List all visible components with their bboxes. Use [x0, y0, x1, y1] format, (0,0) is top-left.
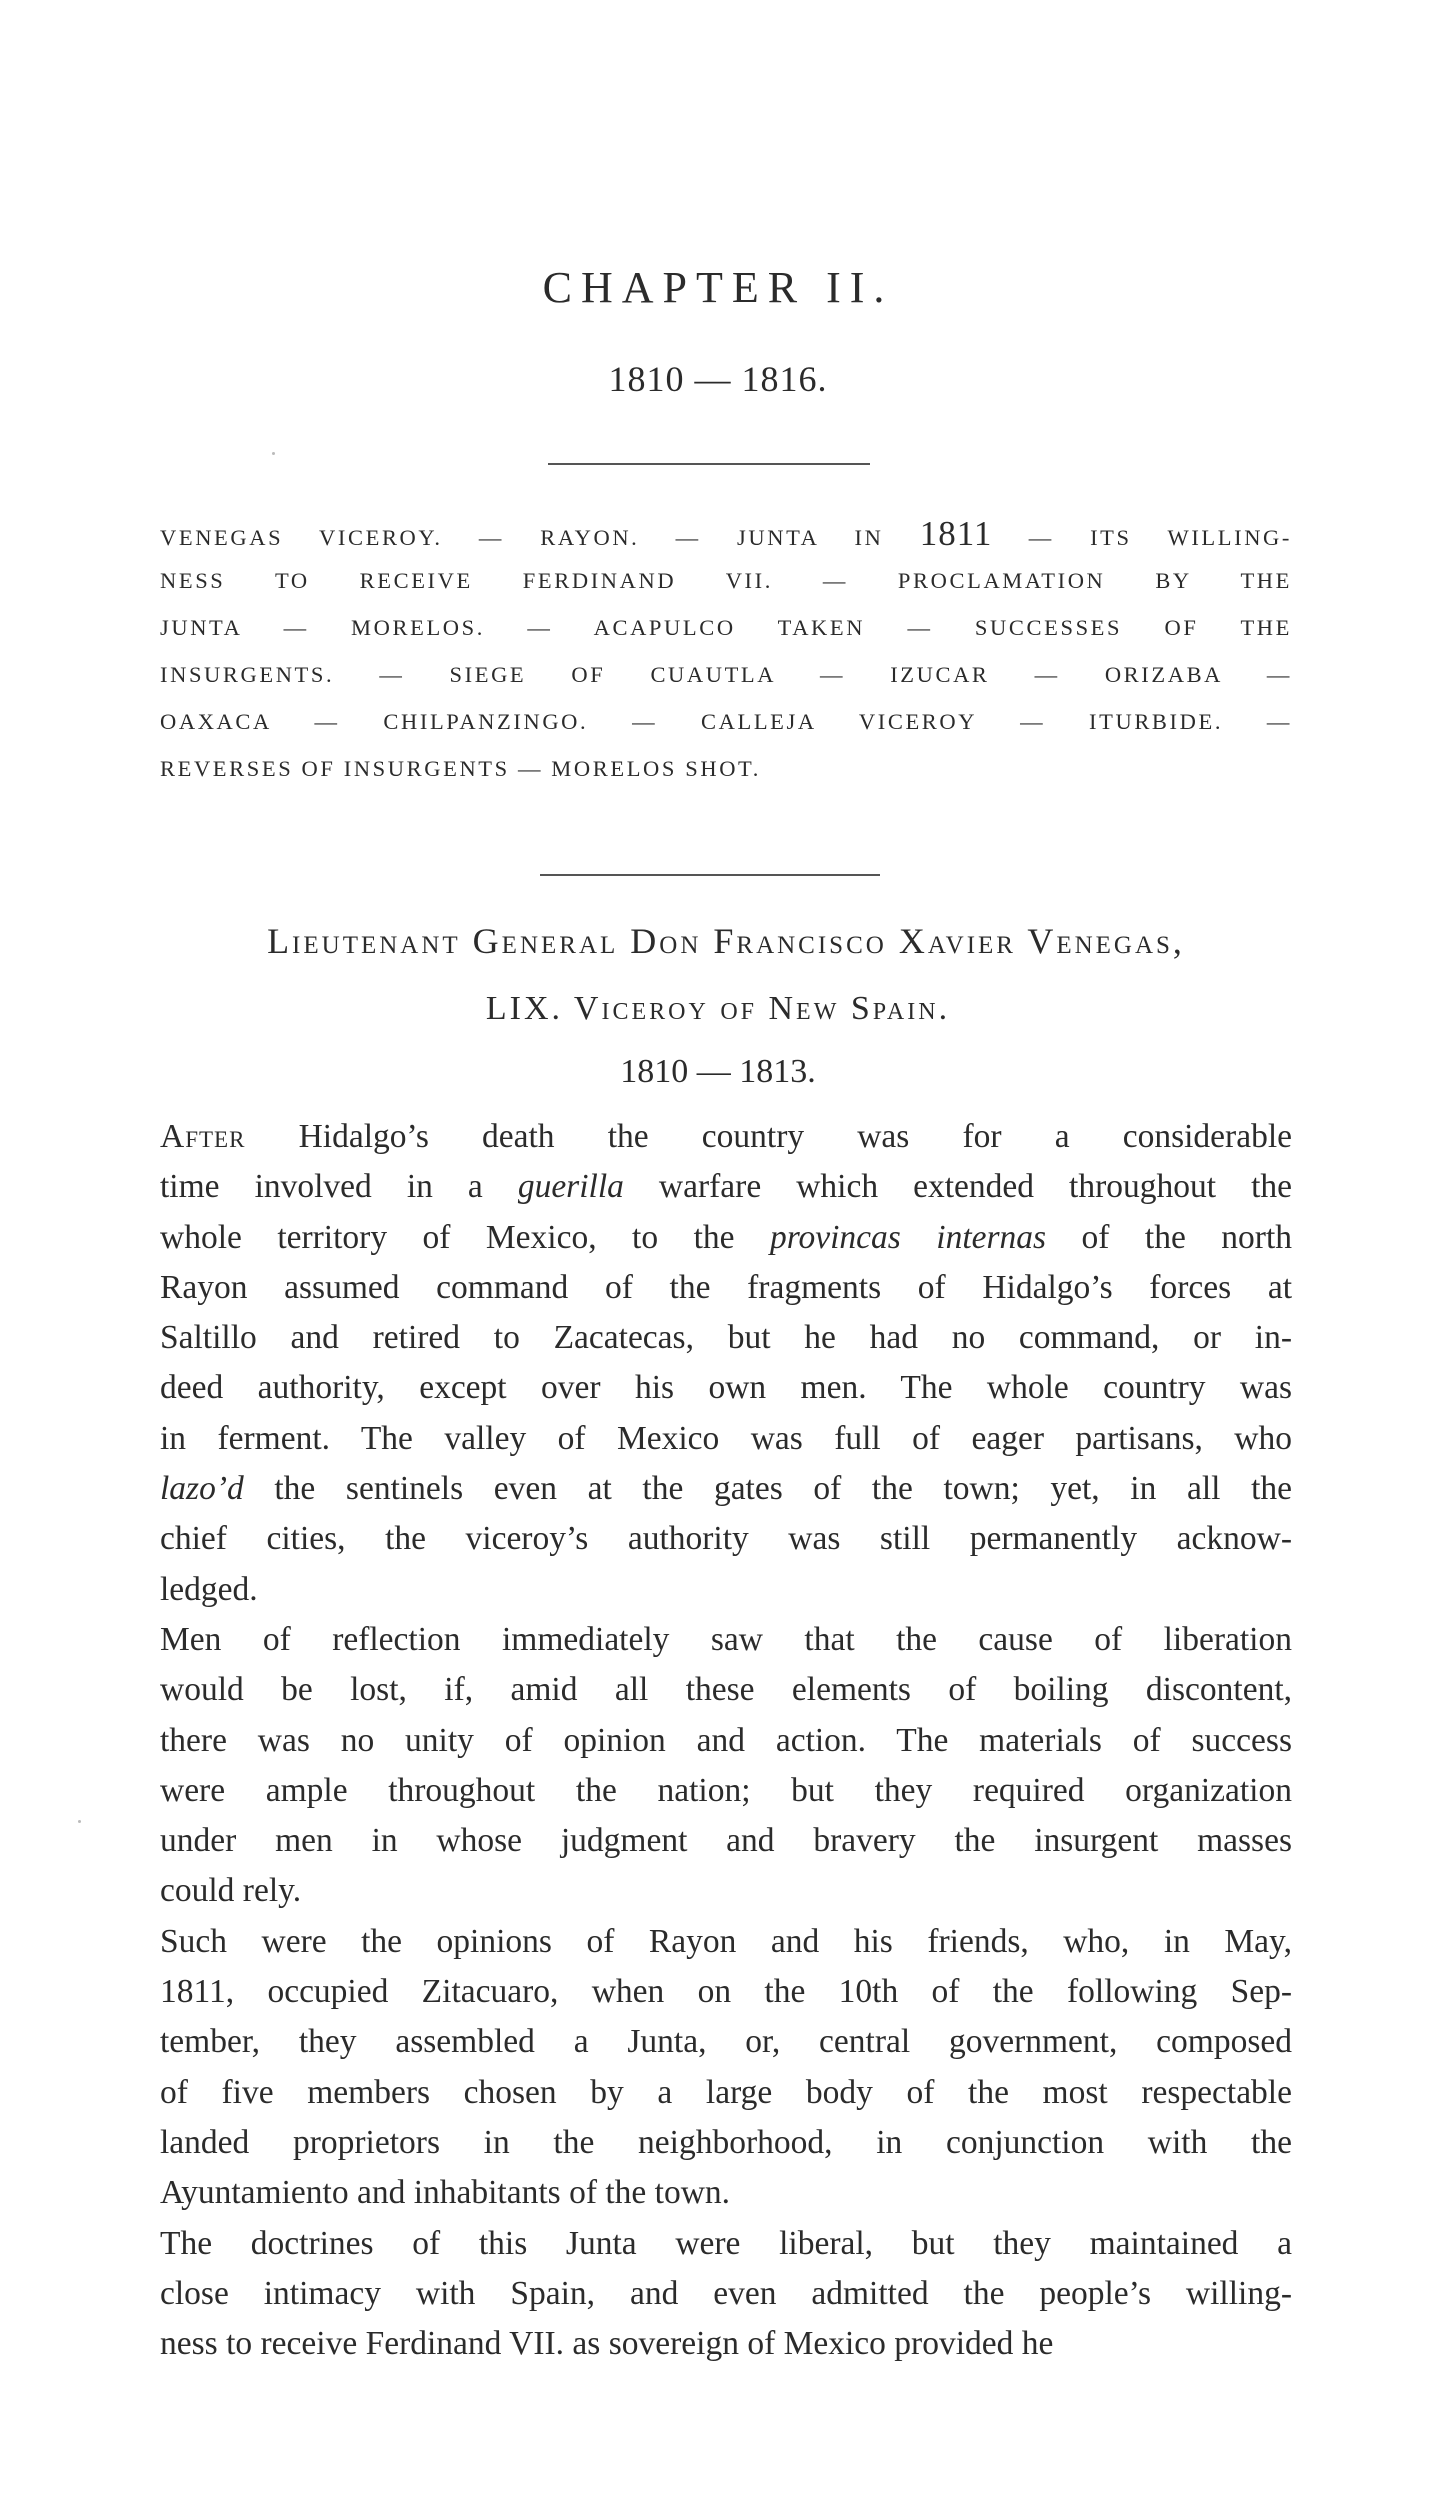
- text-run: of five members chosen by a large body of the most respectable: [160, 2073, 1292, 2111]
- text-run: there was no unity of opinion and action. The materials of success: [160, 1721, 1292, 1759]
- synopsis-line: [160, 510, 1292, 557]
- text-line: [160, 1917, 1292, 1967]
- section-heading: Lieutenant General Don Francisco Xavier Venegas,: [267, 921, 1185, 961]
- text-run: under men in whose judgment and bravery the insurgent masses: [160, 1822, 1292, 1860]
- paragraph: [160, 1615, 1292, 1917]
- text-line: [160, 2168, 1292, 2218]
- text-run: of the north: [1046, 1218, 1292, 1256]
- text-line: [160, 1716, 1292, 1766]
- text-line: [160, 1615, 1292, 1665]
- chapter-years: 1810 — 1816.: [608, 359, 828, 399]
- text-run: whole territory of Mexico, to the: [160, 1218, 770, 1256]
- text-line: [160, 1514, 1292, 1564]
- text-line: [160, 2118, 1292, 2168]
- paragraph: [160, 1917, 1292, 2219]
- text-line: [160, 1162, 1292, 1212]
- text-run: Hidalgo’s death the country was for a considerable: [245, 1118, 1292, 1155]
- synopsis-line: [160, 651, 1292, 698]
- text-run: provincas internas: [769, 1218, 1047, 1256]
- divider-rule: [548, 463, 870, 465]
- synopsis-text: REVERSES OF INSURGENTS — MORELOS SHOT.: [160, 756, 761, 781]
- paragraph: [160, 2219, 1292, 2370]
- text-line: [160, 1313, 1292, 1363]
- text-run: close intimacy with Spain, and even admitted the people’s willing-: [160, 2274, 1292, 2312]
- text-line: [160, 1363, 1292, 1413]
- synopsis-text: INSURGENTS. — SIEGE OF CUAUTLA — IZUCAR — ORIZABA —: [160, 662, 1292, 687]
- synopsis-text: NESS TO RECEIVE FERDINAND VII. — PROCLAMATION BY THE: [160, 568, 1292, 593]
- text-line: [160, 2017, 1292, 2067]
- text-run: 1811, occupied Zitacuaro, when on the 10th of the following Sep-: [160, 1973, 1292, 2011]
- divider-rule: [540, 874, 880, 876]
- text-run: could rely.: [160, 1872, 302, 1910]
- text-run: Rayon assumed command of the fragments of Hidalgo’s forces at: [160, 1268, 1292, 1306]
- text-line: [160, 1766, 1292, 1816]
- text-run: Such were the opinions of Rayon and his friends, who, in May,: [160, 1922, 1292, 1960]
- chapter-synopsis: [160, 510, 1292, 792]
- text-run: The doctrines of this Junta were liberal, but they maintained a: [160, 2224, 1292, 2262]
- text-run: warfare which extended throughout the: [623, 1168, 1293, 1206]
- text-line: [160, 1816, 1292, 1866]
- text-run: ness to receive Ferdinand VII. as sovereign of Mexico provided he: [160, 2325, 1054, 2363]
- text-run: deed authority, except over his own men. The whole country was: [160, 1369, 1292, 1407]
- text-line: [160, 1112, 1292, 1162]
- text-line: [160, 1213, 1292, 1263]
- text-run: Ayuntamiento and inhabitants of the town.: [160, 2174, 731, 2212]
- synopsis-line: [160, 698, 1292, 745]
- synopsis-text: OAXACA — CHILPANZINGO. — CALLEJA VICEROY — ITURBIDE. —: [160, 709, 1292, 734]
- synopsis-line: [160, 604, 1292, 651]
- text-line: [160, 1967, 1292, 2017]
- section-years: 1810 — 1813.: [620, 1053, 816, 1090]
- text-run: were ample throughout the nation; but they required organization: [160, 1771, 1292, 1809]
- text-run: lazo’d: [160, 1470, 244, 1508]
- text-line: [160, 1866, 1292, 1916]
- text-line: [160, 1414, 1292, 1464]
- text-run: After: [160, 1118, 246, 1155]
- text-run: ledged.: [160, 1570, 258, 1608]
- text-run: guerilla: [517, 1168, 624, 1206]
- paper-speck: [78, 1820, 81, 1823]
- text-line: [160, 1263, 1292, 1313]
- synopsis-line: [160, 557, 1292, 604]
- text-run: chief cities, the viceroy’s authority was still permanently acknow-: [160, 1520, 1292, 1558]
- text-line: [160, 1565, 1292, 1615]
- text-run: in ferment. The valley of Mexico was full of eager partisans, who: [160, 1419, 1292, 1457]
- synopsis-line: [160, 745, 1292, 792]
- synopsis-text: VENEGAS VICEROY. — RAYON. — JUNTA IN: [160, 525, 920, 550]
- section-subheading: LIX. Viceroy of New Spain.: [485, 990, 951, 1027]
- chapter-title: CHAPTER II.: [542, 263, 894, 312]
- text-line: [160, 2068, 1292, 2118]
- text-run: tember, they assembled a Junta, or, central government, composed: [160, 2023, 1292, 2061]
- text-line: [160, 2319, 1292, 2369]
- text-run: landed proprietors in the neighborhood, in conjunction with the: [160, 2123, 1292, 2161]
- text-line: [160, 1464, 1292, 1514]
- paragraph: [160, 1112, 1292, 1615]
- body-text: [160, 1112, 1292, 2369]
- text-run: time involved in a: [160, 1168, 518, 1206]
- paper-speck: [272, 452, 275, 455]
- text-line: [160, 1665, 1292, 1715]
- text-run: would be lost, if, amid all these elements of boiling discontent,: [160, 1671, 1292, 1709]
- synopsis-text: JUNTA — MORELOS. — ACAPULCO TAKEN — SUCCESSES OF THE: [160, 615, 1292, 640]
- synopsis-text: 1811: [919, 514, 993, 553]
- synopsis-text: — ITS WILLING-: [992, 525, 1292, 550]
- text-run: Saltillo and retired to Zacatecas, but he had no command, or in-: [160, 1319, 1292, 1357]
- text-run: the sentinels even at the gates of the town; yet, in all the: [243, 1470, 1292, 1508]
- text-line: [160, 2219, 1292, 2269]
- text-run: Men of reflection immediately saw that the cause of liberation: [160, 1620, 1292, 1658]
- text-line: [160, 2269, 1292, 2319]
